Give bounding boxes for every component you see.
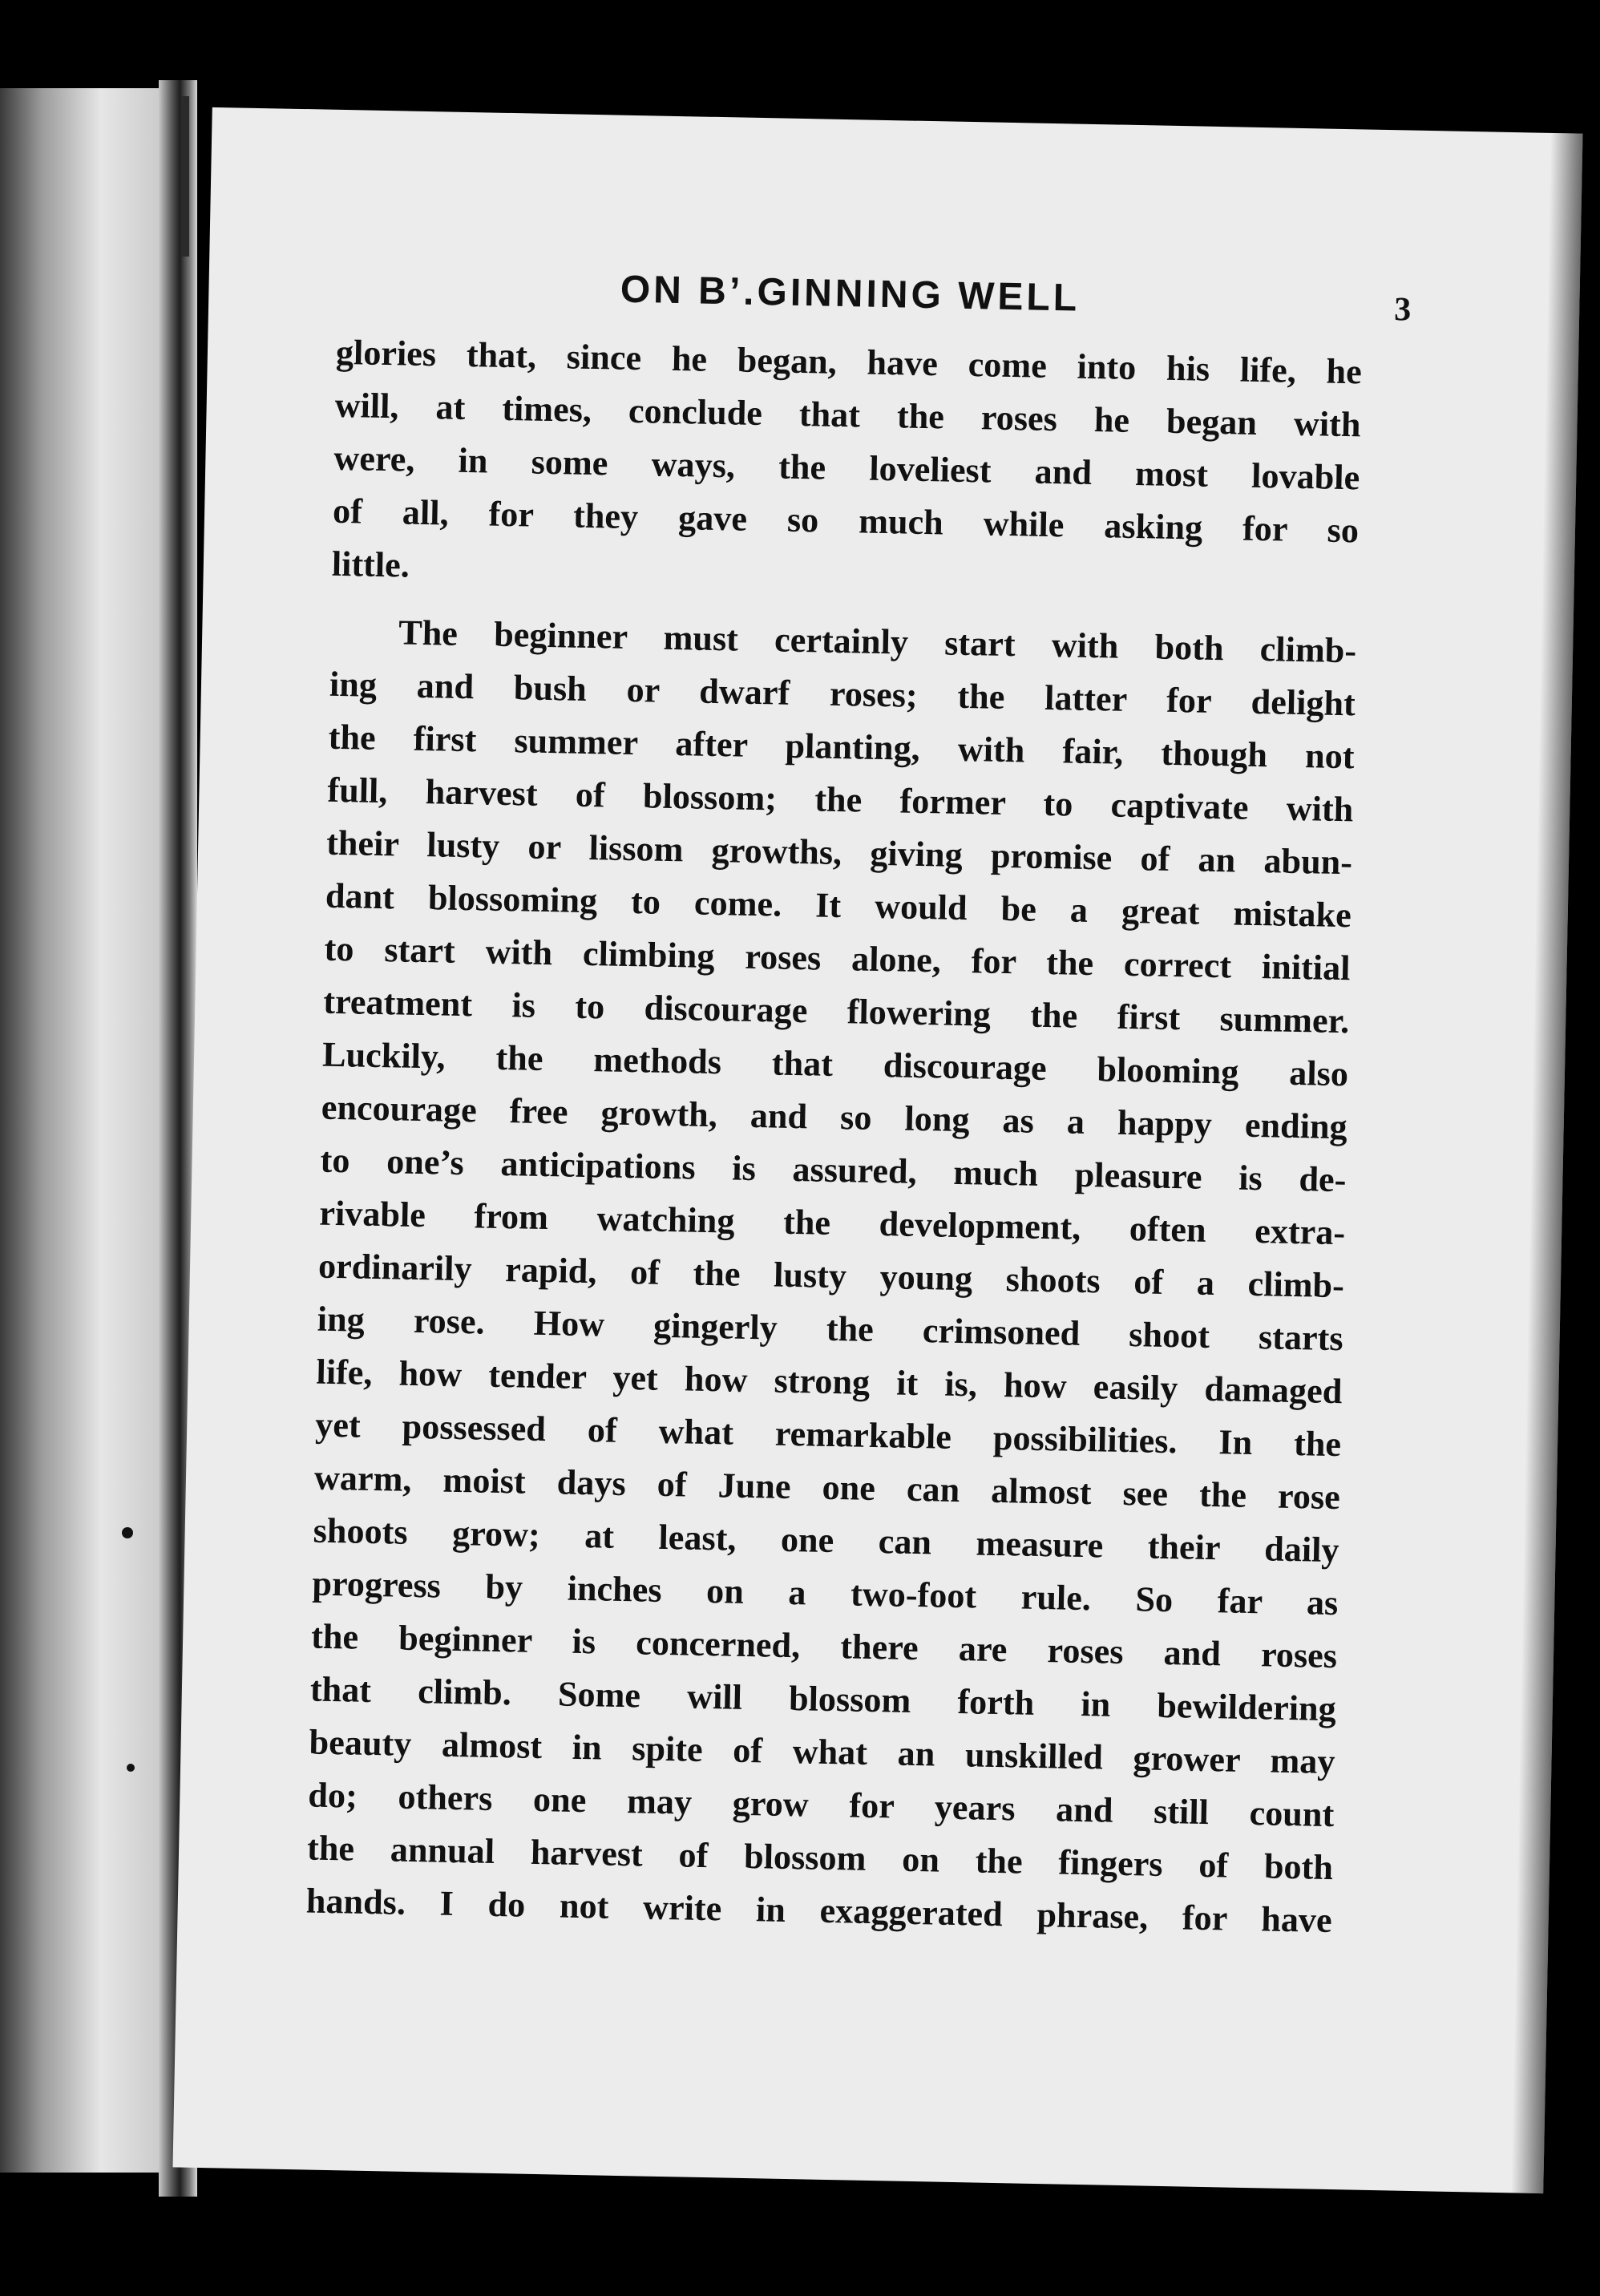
text-line: dant blossoming to come. It would be a great mistake: [325, 875, 1352, 936]
text-line: warm, moist days of June one can almost see the rose: [313, 1457, 1341, 1518]
text-line: encourage free growth, and so long as a happy ending: [321, 1087, 1348, 1147]
text-line: treatment is to discourage flowering the first summer.: [322, 981, 1350, 1041]
binding-shadow: [181, 96, 189, 257]
text-line: ing and bush or dwarf roses; the latter for delight: [329, 664, 1356, 724]
running-head-title: ON B’.GINNING WELL: [620, 268, 1081, 320]
text-line: little.: [331, 544, 410, 585]
margin-mark: [127, 1764, 135, 1772]
text-line: full, harvest of blossom; the former to captivate with: [327, 770, 1354, 830]
text-line: ing rose. How gingerly the crimsoned shoot starts: [317, 1299, 1344, 1359]
text-line: the beginner is concerned, there are roses and roses: [310, 1616, 1338, 1676]
paragraph-1: [331, 326, 1362, 611]
text-line: life, how tender yet how strong it is, how easily damaged: [316, 1352, 1343, 1412]
book-page: [172, 107, 1582, 2193]
text-line: glories that, since he began, have come into his life, he: [335, 332, 1363, 392]
paragraph-2: [305, 605, 1356, 1947]
text-line: Luckily, the methods that discourage blooming also: [321, 1034, 1349, 1094]
text-line: hands. I do not write in exaggerated phrase, for have: [305, 1881, 1333, 1941]
text-line: to start with climbing roses alone, for the correct initial: [324, 928, 1351, 988]
text-line: ordinarily rapid, of the lusty young shoots of a climb-: [317, 1246, 1345, 1306]
text-line: progress by inches on a two-foot rule. So far as: [312, 1563, 1339, 1623]
left-page-edge: [0, 88, 168, 2173]
margin-mark: [122, 1527, 133, 1538]
page-number: 3: [1393, 291, 1412, 329]
text-line: to one’s anticipations is assured, much pleasure is de-: [320, 1140, 1347, 1200]
page-content: [305, 262, 1412, 1947]
text-line: shoots grow; at least, one can measure their daily: [313, 1510, 1340, 1570]
text-line: will, at times, conclude that the roses he began with: [334, 385, 1361, 445]
text-line: The beginner must certainly start with both climb-: [398, 612, 1357, 671]
text-line: the annual harvest of blossom on the fingers of both: [306, 1828, 1334, 1888]
text-line: were, in some ways, the loveliest and most lovable: [333, 438, 1360, 498]
text-line: of all, for they gave so much while asking for so: [332, 491, 1360, 551]
text-line: that climb. Some will blossom forth in bewildering: [309, 1669, 1337, 1729]
text-line: the first summer after planting, with fair, though not: [328, 717, 1356, 777]
page-edge-shadow: [1511, 133, 1582, 2193]
text-line: their lusty or lissom growths, giving promise of an abun-: [325, 823, 1353, 883]
text-line: beauty almost in spite of what an unskilled grower may: [309, 1722, 1335, 1782]
text-line: rivable from watching the development, often extra-: [318, 1193, 1346, 1253]
text-line: do; others one may grow for years and still count: [307, 1775, 1335, 1835]
text-line: yet possessed of what remarkable possibilities. In the: [314, 1405, 1342, 1465]
